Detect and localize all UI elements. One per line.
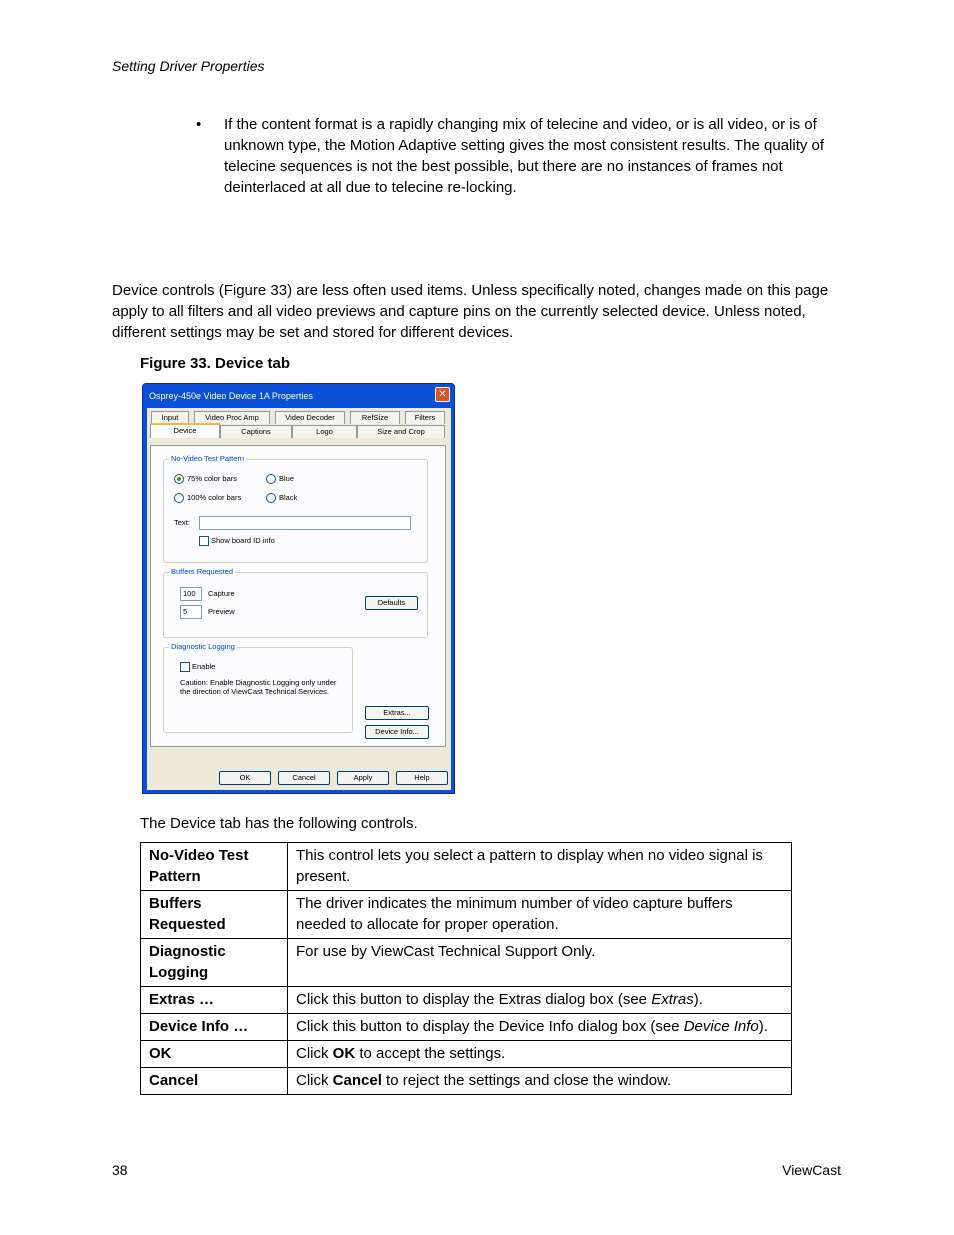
desc-text: Click this button to display the Device Info dialog box (see xyxy=(296,1018,684,1035)
dialog-title: Osprey-450e Video Device 1A Properties xyxy=(149,391,313,401)
device-tab-panel xyxy=(150,445,446,747)
text-label: Text: xyxy=(174,518,190,527)
defaults-button[interactable]: Defaults xyxy=(365,596,418,610)
radio-blue[interactable] xyxy=(266,474,276,484)
table-row xyxy=(141,891,792,939)
radio-label: 100% color bars xyxy=(187,493,242,502)
preview-input[interactable]: 5 xyxy=(180,605,202,619)
properties-dialog xyxy=(142,383,455,794)
tab-video-proc-amp[interactable]: Video Proc Amp xyxy=(194,411,270,424)
tab-input[interactable]: Input xyxy=(151,411,189,424)
controls-lead-text: The Device tab has the following controls. xyxy=(140,815,418,832)
controls-table xyxy=(140,842,792,1095)
control-description: This control lets you select a pattern to display when no video signal is present. xyxy=(288,843,792,891)
diagnostic-logging-group xyxy=(163,642,353,733)
ok-button[interactable]: OK xyxy=(219,771,271,785)
radio-label: Blue xyxy=(279,474,295,483)
control-name: Cancel xyxy=(141,1068,288,1095)
bullet-text: If the content format is a rapidly changing mix of telecine and video, or is all video, or is of unknown type, the Motion Adaptive setting gives the most consistent results. The quality of telecine sequences is not the best possible, but there are no instances of frames not deinterlaced at all due to telecine re-locking. xyxy=(224,116,825,196)
enable-label: Enable xyxy=(192,662,216,671)
radio-100-color-bars[interactable] xyxy=(174,493,184,503)
checkbox-label: Show board ID info xyxy=(211,536,275,545)
radio-label: 75% color bars xyxy=(187,474,238,483)
table-row xyxy=(141,1068,792,1095)
control-name: Buffers Requested xyxy=(141,891,288,939)
control-description xyxy=(288,1014,792,1041)
tab-device[interactable]: Device xyxy=(150,423,220,438)
desc-text: Click xyxy=(296,1072,333,1089)
tab-refsize[interactable]: RefSize xyxy=(350,411,400,424)
cancel-button[interactable]: Cancel xyxy=(278,771,330,785)
table-row xyxy=(141,1041,792,1068)
group-label: Diagnostic Logging xyxy=(171,642,235,651)
group-label: Buffers Requested xyxy=(171,567,233,576)
caution-text: Caution: Enable Diagnostic Logging only under the direction of ViewCast Technical Services. xyxy=(180,678,337,696)
control-description xyxy=(288,1041,792,1068)
control-description xyxy=(288,1068,792,1095)
help-button[interactable]: Help xyxy=(396,771,448,785)
control-name: Device Info … xyxy=(141,1014,288,1041)
table-row xyxy=(141,1014,792,1041)
group-label: No-Video Test Pattern xyxy=(171,454,245,463)
control-name: Extras … xyxy=(141,987,288,1014)
tab-filters[interactable]: Filters xyxy=(405,411,445,424)
device-info-button[interactable]: Device Info... xyxy=(365,725,429,739)
desc-text: Click xyxy=(296,1045,333,1062)
footer-brand: ViewCast xyxy=(782,1162,841,1178)
tab-logo[interactable]: Logo xyxy=(292,425,357,438)
desc-text: ). xyxy=(693,991,703,1008)
desc-text: to accept the settings. xyxy=(355,1045,506,1062)
dialog-body xyxy=(147,408,451,790)
control-name: OK xyxy=(141,1041,288,1068)
desc-text: to reject the settings and close the window. xyxy=(381,1072,672,1089)
control-description xyxy=(288,987,792,1014)
preview-label: Preview xyxy=(208,607,235,616)
desc-emphasis: Extras xyxy=(651,991,694,1008)
buffers-requested-group xyxy=(163,567,428,638)
capture-input[interactable]: 100 xyxy=(180,587,202,601)
desc-text: ). xyxy=(758,1018,768,1035)
tab-captions[interactable]: Captions xyxy=(220,425,292,438)
control-description: For use by ViewCast Technical Support Only. xyxy=(288,939,792,987)
enable-checkbox[interactable] xyxy=(180,662,190,672)
extras-button[interactable]: Extras... xyxy=(365,706,429,720)
control-name: No-Video Test Pattern xyxy=(141,843,288,891)
intro-paragraph: Device controls (Figure 33) are less often used items. Unless specifically noted, changes made on this page apply to all filters and all video previews and capture pins on the currently selected device. Unless noted, different settings may be set and stored for different devices. xyxy=(112,282,829,341)
control-description: The driver indicates the minimum number of video capture buffers needed to allocate for proper operation. xyxy=(288,891,792,939)
figure-caption: Figure 33. Device tab xyxy=(140,355,291,372)
desc-bold: Cancel xyxy=(332,1072,382,1089)
page-number: 38 xyxy=(112,1162,128,1178)
tab-size-and-crop[interactable]: Size and Crop xyxy=(357,425,445,438)
desc-emphasis: Device Info xyxy=(683,1018,759,1035)
radio-75-color-bars[interactable] xyxy=(174,474,184,484)
no-video-test-pattern-group xyxy=(163,454,428,563)
desc-text: Click this button to display the Extras dialog box (see xyxy=(296,991,652,1008)
radio-black[interactable] xyxy=(266,493,276,503)
bullet-symbol: • xyxy=(196,116,202,133)
desc-bold: OK xyxy=(332,1045,356,1062)
running-header: Setting Driver Properties xyxy=(112,58,265,74)
apply-button[interactable]: Apply xyxy=(337,771,389,785)
show-board-id-checkbox[interactable] xyxy=(199,536,209,546)
table-row xyxy=(141,987,792,1014)
radio-label: Black xyxy=(279,493,298,502)
table-row xyxy=(141,939,792,987)
text-input[interactable] xyxy=(199,516,411,530)
table-row xyxy=(141,843,792,891)
capture-label: Capture xyxy=(208,589,235,598)
tab-video-decoder[interactable]: Video Decoder xyxy=(275,411,345,424)
control-name: Diagnostic Logging xyxy=(141,939,288,987)
close-icon[interactable]: ✕ xyxy=(435,387,450,402)
